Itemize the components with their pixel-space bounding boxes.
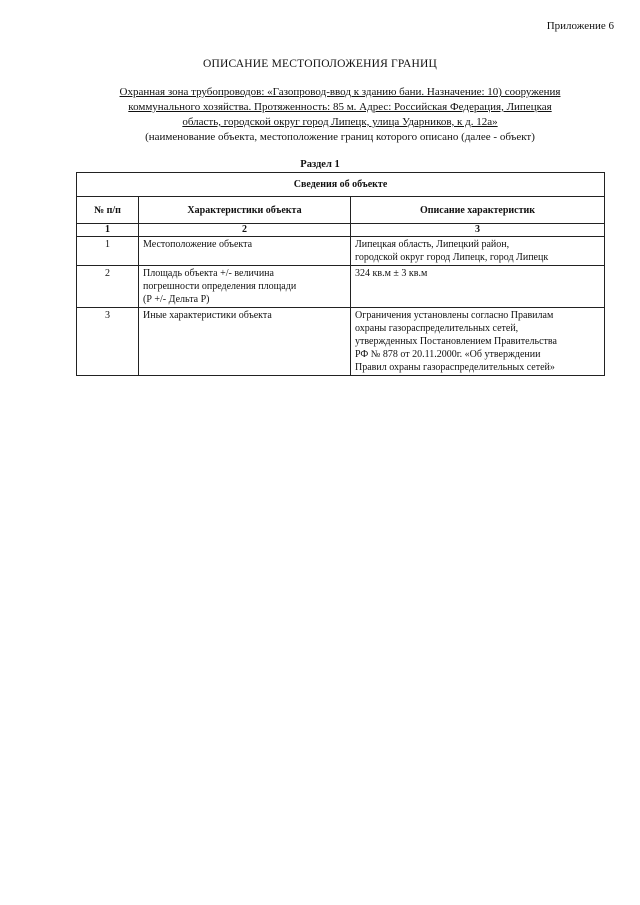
appendix-label: Приложение 6 [546, 20, 614, 32]
row-number: 2 [77, 266, 139, 308]
object-name-line-2: коммунального хозяйства. Протяженность: 85 м. Адрес: Российская Федерация, Липецкая [128, 100, 552, 113]
row-description-line: городской округ город Липецк, город Липецк [355, 252, 549, 263]
row-characteristic-line: (Р +/- Дельта Р) [143, 294, 210, 305]
object-info-table [76, 172, 605, 376]
object-name-line-1: Охранная зона трубопроводов: «Газопровод-ввод к зданию бани. Назначение: 10) сооружения [119, 86, 561, 98]
row-number: 1 [77, 237, 139, 266]
row-description [351, 308, 605, 376]
row-description-line: РФ № 878 от 20.11.2000г. «Об утверждении [355, 349, 541, 360]
column-header-characteristic: Характеристики объекта [139, 197, 351, 224]
section-title: Раздел 1 [300, 159, 340, 170]
row-description-line: Липецкая область, Липецкий район, [355, 239, 510, 250]
table-row [77, 266, 605, 308]
table-header-row [77, 197, 605, 224]
row-number: 3 [77, 308, 139, 376]
row-description-line: Правил охраны газораспределительных сетей» [355, 362, 555, 373]
row-description [351, 237, 605, 266]
row-description-line: Ограничения установлены согласно Правилам [355, 310, 554, 321]
object-description [70, 85, 610, 145]
row-description-line: утвержденных Постановлением Правительства [355, 336, 557, 347]
column-header-number: № п/п [77, 197, 139, 224]
column-number-3: 3 [351, 224, 605, 237]
document-title: ОПИСАНИЕ МЕСТОПОЛОЖЕНИЯ ГРАНИЦ [202, 58, 438, 70]
row-description-line: охраны газораспределительных сетей, [355, 323, 519, 334]
row-characteristic-line: Площадь объекта +/- величина [143, 268, 274, 279]
row-characteristic [139, 266, 351, 308]
table-caption: Сведения об объекте [77, 173, 605, 197]
column-numbers-row [77, 224, 605, 237]
row-characteristic-line: Местоположение объекта [143, 239, 253, 250]
object-caption: (наименование объекта, местоположение границ которого описано (далее - объект) [145, 130, 535, 143]
table-row [77, 308, 605, 376]
row-description [351, 266, 605, 308]
column-number-1: 1 [77, 224, 139, 237]
table-caption-row [77, 173, 605, 197]
row-characteristic [139, 237, 351, 266]
table-row [77, 237, 605, 266]
row-characteristic [139, 308, 351, 376]
column-number-2: 2 [139, 224, 351, 237]
column-header-description: Описание характеристик [351, 197, 605, 224]
row-characteristic-line: Иные характеристики объекта [143, 310, 272, 321]
object-name-line-3: область, городской округ город Липецк, улица Ударников, к д. 12а» [182, 115, 498, 128]
row-characteristic-line: погрешности определения площади [143, 281, 297, 292]
row-description-line: 324 кв.м ± 3 кв.м [355, 268, 428, 279]
